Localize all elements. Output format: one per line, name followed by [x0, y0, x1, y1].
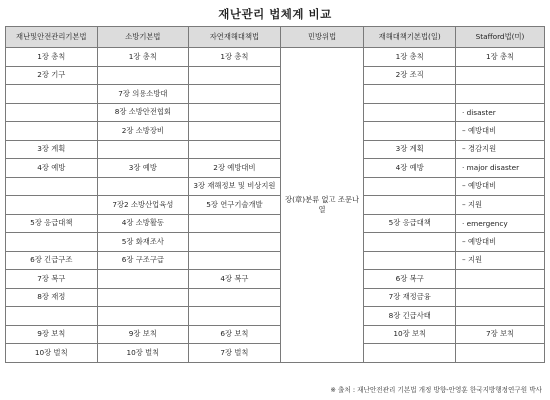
table-cell: 3장 예방: [97, 159, 189, 178]
col-header: 재난및안전관리기본법: [6, 27, 98, 48]
table-cell: [364, 103, 456, 122]
table-cell: [455, 270, 544, 289]
table-cell: [189, 140, 281, 159]
col-header: 자연재해대책법: [189, 27, 281, 48]
source-note: ※ 출처 : 재난안전관리 기본법 개정 방향-안영훈 한국지방행정연구원 박사: [330, 386, 542, 394]
table-cell: 7장 재정금융: [364, 288, 456, 307]
table-cell: 2장 예방대비: [189, 159, 281, 178]
table-cell: [97, 66, 189, 85]
table-cell: [6, 177, 98, 196]
comparison-table: [5, 26, 545, 363]
table-cell: [455, 344, 544, 363]
table-cell: 4장 복구: [189, 270, 281, 289]
table-cell: 4장 예방: [6, 159, 98, 178]
table-cell: [97, 288, 189, 307]
header-row: [6, 27, 545, 48]
table-cell: 7장2 소방산업육성: [97, 196, 189, 215]
table-cell: 2장 조직: [364, 66, 456, 85]
table-row: [6, 214, 545, 233]
table-row: [6, 307, 545, 326]
table-row: [6, 66, 545, 85]
table-cell: 9장 보칙: [97, 325, 189, 344]
table-cell: – 경감지원: [455, 140, 544, 159]
table-cell: – 지원: [455, 196, 544, 215]
table-cell: [6, 196, 98, 215]
table-cell: – 예방대비: [455, 122, 544, 141]
table-cell: · emergency: [455, 214, 544, 233]
table-row: [6, 122, 545, 141]
table-cell: 6장 긴급구조: [6, 251, 98, 270]
table-cell: 3장 재해정보 및 비상지원: [189, 177, 281, 196]
table-row: [6, 177, 545, 196]
table-cell: [189, 233, 281, 252]
col-header: 민방위법: [280, 27, 364, 48]
table-cell: [455, 288, 544, 307]
table-cell: [189, 85, 281, 104]
table-cell: 7장 벌칙: [189, 344, 281, 363]
table-cell: [6, 85, 98, 104]
table-cell: – 예방대비: [455, 177, 544, 196]
table-cell: 1장 총칙: [189, 48, 281, 67]
table-cell: – 예방대비: [455, 233, 544, 252]
table-cell: [189, 214, 281, 233]
table-cell: 7장 보칙: [455, 325, 544, 344]
table-cell: [455, 66, 544, 85]
page-title: 재난관리 법체계 비교: [218, 7, 332, 21]
table-row: [6, 85, 545, 104]
col-header: Stafford법(미): [455, 27, 544, 48]
table-cell: [189, 103, 281, 122]
col-header: 재해대책기본법(일): [364, 27, 456, 48]
table-cell: 10장 보칙: [364, 325, 456, 344]
table-cell: 3장 계획: [364, 140, 456, 159]
table-cell: 10장 벌칙: [6, 344, 98, 363]
table-cell: [189, 307, 281, 326]
table-cell: 3장 계획: [6, 140, 98, 159]
table-cell: [97, 270, 189, 289]
table-cell: · major disaster: [455, 159, 544, 178]
table-cell: [189, 288, 281, 307]
table-cell: [364, 85, 456, 104]
table-row: [6, 251, 545, 270]
table-cell: 2장 소방장비: [97, 122, 189, 141]
table-cell: [364, 122, 456, 141]
table-cell: [189, 66, 281, 85]
table-cell: 5장 화재조사: [97, 233, 189, 252]
table-cell: [97, 140, 189, 159]
col-header: 소방기본법: [97, 27, 189, 48]
table-cell: 6장 구조구급: [97, 251, 189, 270]
table-cell: 1장 총칙: [97, 48, 189, 67]
table-cell: 8장 재정: [6, 288, 98, 307]
table-cell: [364, 196, 456, 215]
table-cell: 5장 응급대책: [364, 214, 456, 233]
table-cell: – 지원: [455, 251, 544, 270]
table-cell: 1장 총칙: [6, 48, 98, 67]
table-cell: 9장 보칙: [6, 325, 98, 344]
table-cell: 7장 의용소방대: [97, 85, 189, 104]
table-row: [6, 344, 545, 363]
table-cell: · disaster: [455, 103, 544, 122]
table-cell: 1장 총칙: [364, 48, 456, 67]
table-cell: [6, 307, 98, 326]
table-cell: 8장 소방안전협회: [97, 103, 189, 122]
table-cell: [364, 177, 456, 196]
table-cell: [455, 85, 544, 104]
table-cell: 2장 기구: [6, 66, 98, 85]
table-cell: 6장 보칙: [189, 325, 281, 344]
table-cell: 7장 복구: [6, 270, 98, 289]
table-cell: 10장 벌칙: [97, 344, 189, 363]
table-cell: 5장 응급대책: [6, 214, 98, 233]
table-body: [6, 48, 545, 363]
table-cell: [97, 307, 189, 326]
table-row: [6, 196, 545, 215]
merged-cell: 장(章)분류 없고 조문나열: [280, 48, 364, 363]
table-row: [6, 325, 545, 344]
table-row: [6, 103, 545, 122]
table-cell: 5장 연구기술개발: [189, 196, 281, 215]
table-cell: [364, 344, 456, 363]
table-cell: [455, 307, 544, 326]
table-row: [6, 140, 545, 159]
table-cell: 4장 예방: [364, 159, 456, 178]
table-cell: 8장 긴급사태: [364, 307, 456, 326]
table-cell: 4장 소방활동: [97, 214, 189, 233]
table-cell: [6, 122, 98, 141]
table-cell: 6장 복구: [364, 270, 456, 289]
table-cell: [6, 103, 98, 122]
table-row: [6, 233, 545, 252]
table-row: [6, 270, 545, 289]
table-cell: [189, 251, 281, 270]
table-cell: [6, 233, 98, 252]
table-cell: 1장 총칙: [455, 48, 544, 67]
table-row: [6, 48, 545, 67]
table-cell: [364, 251, 456, 270]
table-cell: [189, 122, 281, 141]
table-cell: [97, 177, 189, 196]
table-row: [6, 288, 545, 307]
table-row: [6, 159, 545, 178]
table-cell: [364, 233, 456, 252]
